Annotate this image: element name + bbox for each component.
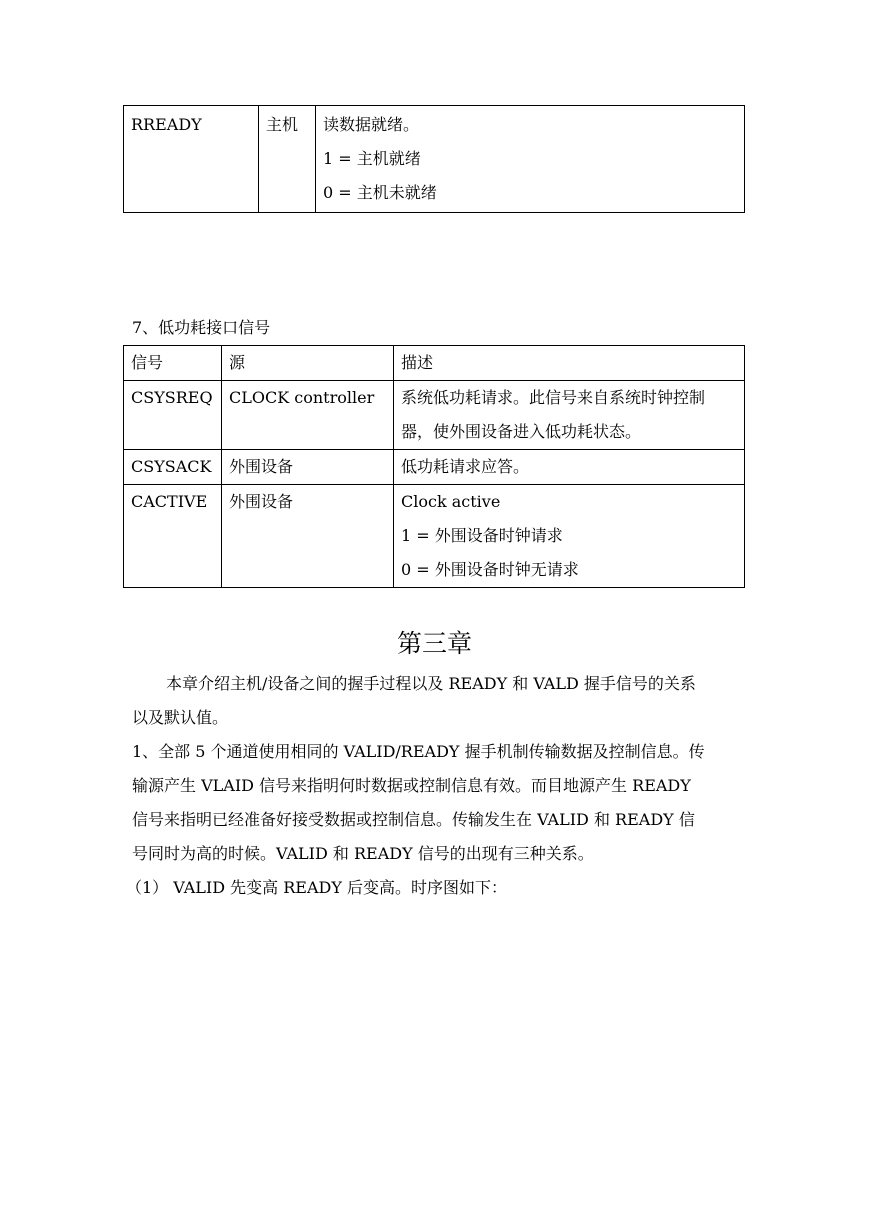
paragraph-line: 以及默认值。: [132, 708, 229, 727]
source-cell: 外围设备: [222, 485, 394, 588]
paragraph-line: 信号来指明已经准备好接受数据或控制信息。传输发生在 VALID 和 READY 信: [132, 810, 695, 829]
section-caption: 7、低功耗接口信号: [132, 318, 271, 337]
source-cell: 主机: [259, 106, 316, 213]
column-header: 信号: [124, 346, 222, 381]
paragraph-line: 1、全部 5 个通道使用相同的 VALID/READY 握手机制传输数据及控制信息。传: [132, 742, 705, 761]
description-line: 低功耗请求应答。: [401, 457, 530, 476]
signal-cell: CSYSACK: [124, 450, 222, 485]
table-row: [124, 450, 745, 485]
rready-signal-table: [123, 105, 745, 213]
description-line: 读数据就绪。: [323, 115, 420, 134]
description-line: 1 = 主机就绪: [323, 149, 421, 168]
paragraph-line: 号同时为高的时候。VALID 和 READY 信号的出现有三种关系。: [132, 844, 594, 863]
paragraph-line: （1） VALID 先变高 READY 后变高。时序图如下：: [126, 878, 507, 897]
table-header-row: [124, 346, 745, 381]
source-cell: 外围设备: [222, 450, 394, 485]
low-power-interface-table: [123, 345, 745, 588]
source-cell: CLOCK controller: [222, 381, 394, 450]
table-row: [124, 381, 745, 450]
chapter-title: 第三章: [396, 629, 472, 658]
intro-paragraph: [132, 667, 738, 735]
signal-cell: CSYSREQ: [124, 381, 222, 450]
column-header: 描述: [394, 346, 745, 381]
description-line: 0 = 外围设备时钟无请求: [401, 560, 579, 579]
table-row: [124, 106, 745, 213]
description-cell: [394, 485, 745, 588]
point-1-paragraph: [132, 735, 738, 871]
description-line: 系统低功耗请求。此信号来自系统时钟控制: [401, 388, 706, 407]
case-1-line: [126, 871, 738, 905]
description-cell: [316, 106, 745, 213]
description-line: 1 = 外围设备时钟请求: [401, 526, 563, 545]
column-header: 源: [222, 346, 394, 381]
paragraph-line: 本章介绍主机/设备之间的握手过程以及 READY 和 VALD 握手信号的关系: [166, 674, 696, 693]
table-row: [124, 485, 745, 588]
signal-cell: RREADY: [124, 106, 259, 213]
signal-cell: CACTIVE: [124, 485, 222, 588]
description-line: Clock active: [401, 492, 501, 511]
paragraph-line: 输源产生 VLAID 信号来指明何时数据或控制信息有效。而目地源产生 READY: [132, 776, 691, 795]
description-cell: [394, 381, 745, 450]
description-line: 0 = 主机未就绪: [323, 183, 437, 202]
description-line: 器，使外围设备进入低功耗状态。: [401, 422, 642, 441]
description-cell: [394, 450, 745, 485]
